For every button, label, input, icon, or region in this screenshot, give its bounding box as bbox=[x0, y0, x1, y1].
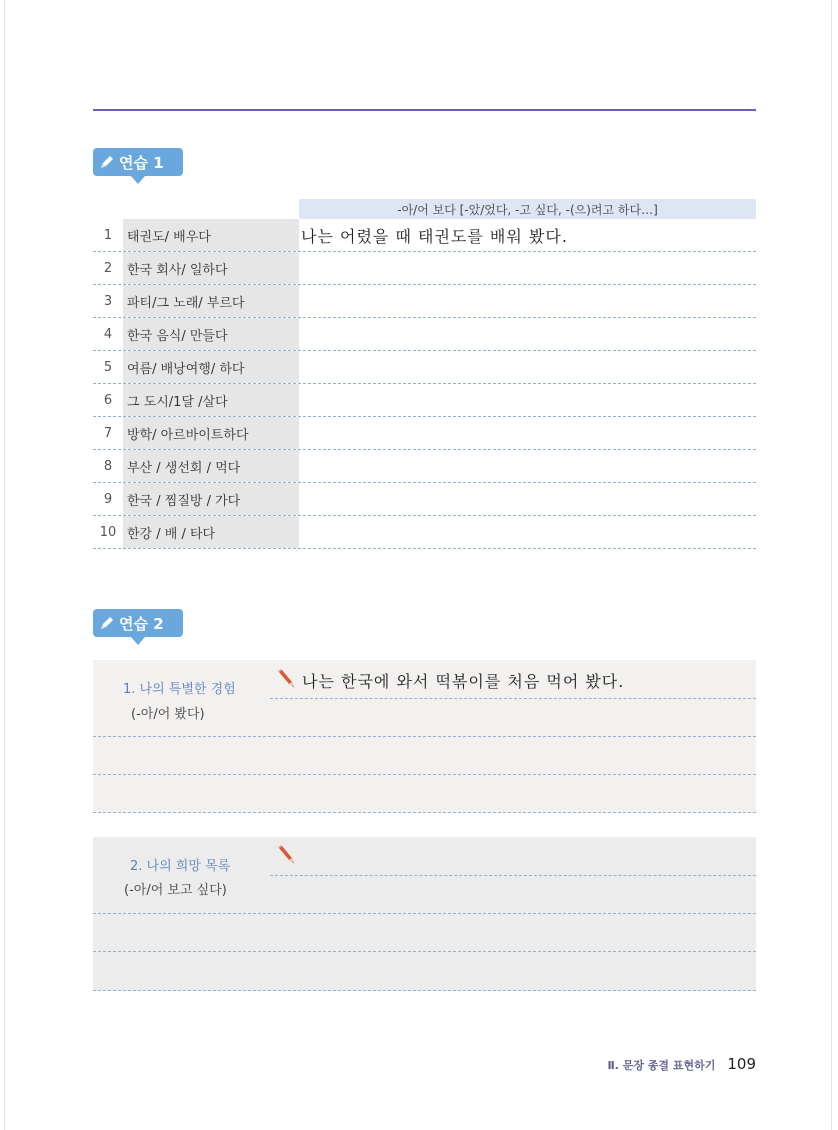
pencil-icon bbox=[276, 844, 296, 864]
top-rule bbox=[93, 109, 756, 111]
row-answer bbox=[299, 252, 756, 284]
table-row bbox=[93, 483, 756, 516]
panel-title: 1. 나의 특별한 경험 bbox=[123, 682, 236, 697]
exercise-1-table bbox=[93, 199, 756, 549]
writing-line bbox=[93, 913, 756, 914]
wish-list-panel bbox=[93, 837, 756, 991]
row-number: 2 bbox=[103, 260, 113, 276]
exercise-2-label: 연습 2 bbox=[119, 614, 164, 633]
exercise-2-tag bbox=[93, 609, 183, 637]
writing-line bbox=[93, 990, 756, 991]
row-number: 9 bbox=[103, 491, 113, 507]
exercise-1-label: 연습 1 bbox=[119, 153, 164, 172]
table-rows bbox=[93, 219, 756, 549]
page-footer bbox=[607, 1055, 756, 1073]
page-number: 109 bbox=[727, 1055, 756, 1073]
panel-answer: 나는 한국에 와서 떡볶이를 처음 먹어 봤다. bbox=[302, 672, 625, 691]
row-number: 6 bbox=[103, 392, 113, 408]
row-answer bbox=[299, 351, 756, 383]
writing-line bbox=[93, 951, 756, 952]
row-answer bbox=[299, 417, 756, 449]
row-prompt: 태권도/ 배우다 bbox=[123, 219, 299, 251]
row-number: 8 bbox=[103, 458, 113, 474]
table-row bbox=[93, 285, 756, 318]
row-prompt: 파티/그 노래/ 부르다 bbox=[123, 285, 299, 317]
row-prompt: 그 도시/1달 /살다 bbox=[123, 384, 299, 416]
page-edge-right bbox=[831, 0, 832, 1130]
table-row bbox=[93, 252, 756, 285]
writing-line bbox=[93, 774, 756, 775]
exercise-1-tag bbox=[93, 148, 183, 176]
row-prompt: 방학/ 아르바이트하다 bbox=[123, 417, 299, 449]
table-row bbox=[93, 318, 756, 351]
table-row bbox=[93, 516, 756, 549]
row-number: 10 bbox=[99, 524, 117, 540]
row-answer bbox=[299, 285, 756, 317]
pen-icon bbox=[99, 154, 115, 170]
table-row bbox=[93, 450, 756, 483]
chapter-title: Ⅱ. 문장 종결 표현하기 bbox=[607, 1059, 716, 1072]
row-number: 4 bbox=[103, 326, 113, 342]
row-answer bbox=[299, 483, 756, 515]
writing-line bbox=[270, 698, 756, 699]
pencil-icon bbox=[276, 668, 296, 688]
page-edge-left bbox=[4, 0, 5, 1130]
row-prompt: 한국 음식/ 만들다 bbox=[123, 318, 299, 350]
panel-subtitle: (-아/어 보고 싶다) bbox=[124, 883, 227, 898]
pen-icon bbox=[99, 615, 115, 631]
panel-title: 2. 나의 희망 목록 bbox=[130, 859, 231, 874]
writing-line bbox=[93, 736, 756, 737]
row-number: 1 bbox=[103, 227, 113, 243]
table-row bbox=[93, 417, 756, 450]
table-row bbox=[93, 351, 756, 384]
row-answer bbox=[299, 318, 756, 350]
writing-line bbox=[93, 812, 756, 813]
row-answer bbox=[299, 384, 756, 416]
row-prompt: 부산 / 생선회 / 먹다 bbox=[123, 450, 299, 482]
panel-subtitle: (-아/어 봤다) bbox=[131, 707, 205, 722]
row-prompt: 한국 / 찜질방 / 가다 bbox=[123, 483, 299, 515]
table-row bbox=[93, 384, 756, 417]
writing-line bbox=[270, 875, 756, 876]
row-number: 5 bbox=[103, 359, 113, 375]
table-header: -아/어 보다 [-았/었다, -고 싶다, -(으)려고 하다…] bbox=[299, 199, 756, 219]
table-row bbox=[93, 219, 756, 252]
row-prompt: 여름/ 배낭여행/ 하다 bbox=[123, 351, 299, 383]
row-answer bbox=[299, 450, 756, 482]
row-number: 7 bbox=[103, 425, 113, 441]
row-number: 3 bbox=[103, 293, 113, 309]
row-prompt: 한강 / 배 / 타다 bbox=[123, 516, 299, 548]
row-answer bbox=[299, 516, 756, 548]
experience-panel bbox=[93, 660, 756, 813]
row-prompt: 한국 회사/ 일하다 bbox=[123, 252, 299, 284]
row-answer: 나는 어렸을 때 태권도를 배워 봤다. bbox=[301, 226, 568, 246]
